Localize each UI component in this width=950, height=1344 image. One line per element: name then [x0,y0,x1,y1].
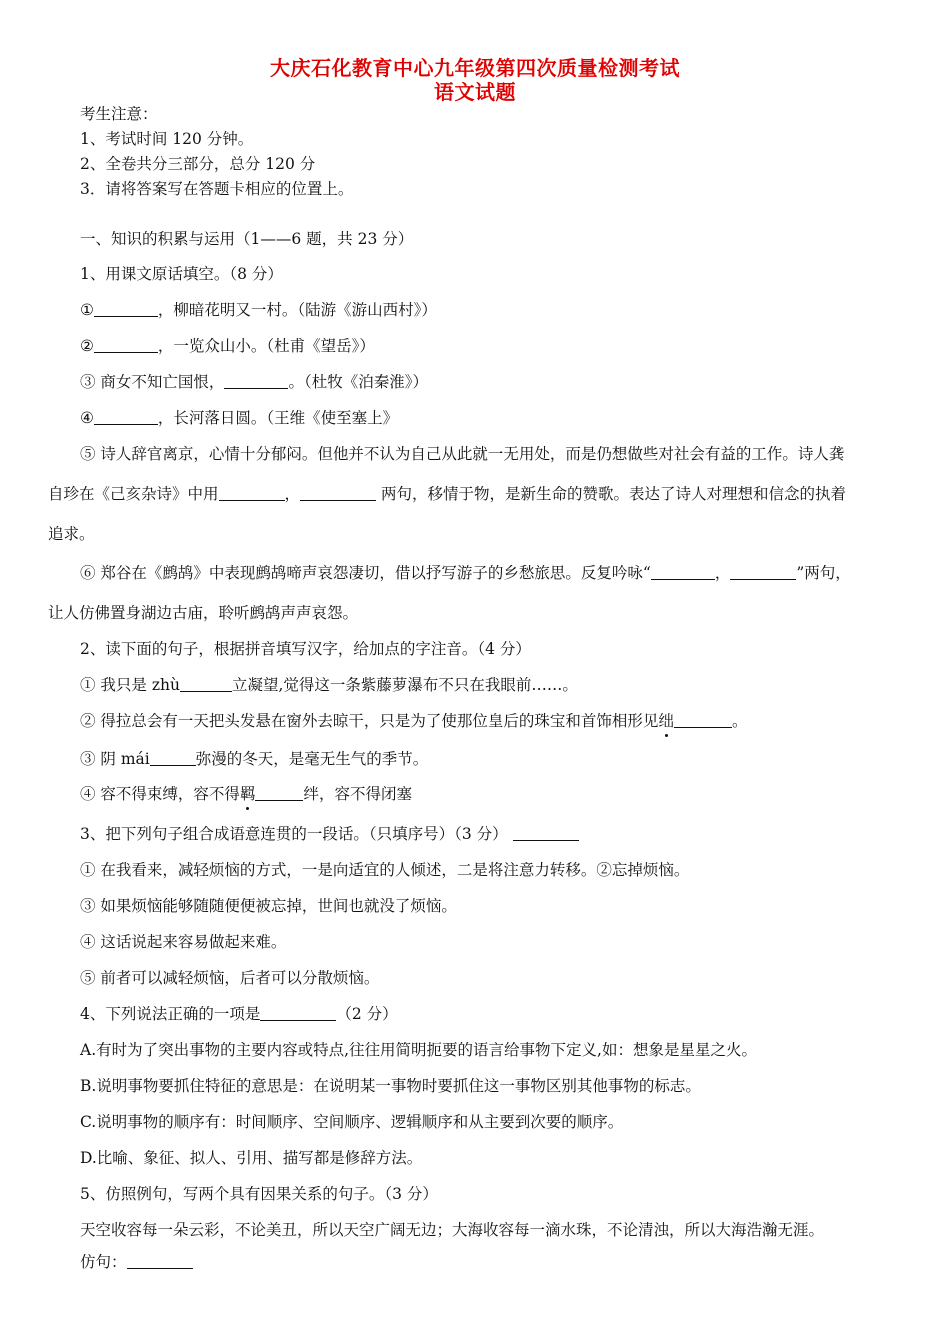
notice-item: 3．请将答案写在答题卡相应的位置上。 [80,180,354,198]
item-text: ， [714,564,731,582]
q3-line: ① 在我看来，减轻烦恼的方式，一是向适宜的人倾述，二是将注意力转移。②忘掉烦恼。 [80,861,690,879]
item-text: ，柳暗花明又一村。（陆游《游山西村》） [157,301,437,319]
answer-blank[interactable] [224,374,288,389]
answer-blank[interactable] [730,565,796,580]
answer-blank[interactable] [219,486,285,501]
q1-item-1 [80,300,437,320]
q1-item-3 [80,372,428,392]
item-text: 。 [731,712,748,730]
q1-item-5-line3: 追求。 [48,525,95,543]
q1-item-6-line1 [80,563,851,583]
dotted-character: 绌 [658,712,674,730]
q1-item-6-line2: 让人仿佛置身湖边古庙，聆听鹧鸪声声哀怨。 [48,604,359,622]
item-text: ⑥ 郑谷在《鹧鸪》中表现鹧鸪啼声哀怨凄切，借以抒写游子的乡愁旅思。反复吟咏“ [80,564,651,582]
answer-blank[interactable] [300,486,376,501]
q1-item-4 [80,408,398,428]
exam-title: 大庆石化教育中心九年级第四次质量检测考试 [270,56,680,80]
q3-line: ⑤ 前者可以减轻烦恼，后者可以分散烦恼。 [80,969,380,987]
q5-answer-line [80,1252,193,1272]
item-text: 4、下列说法正确的一项是 [80,1005,261,1023]
answer-blank[interactable] [674,713,732,728]
answer-blank[interactable] [127,1254,193,1269]
answer-blank[interactable] [260,1006,336,1021]
answer-blank[interactable] [94,338,158,353]
item-text: 弥漫的冬天，是毫无生气的季节。 [195,750,429,768]
item-text: ，一览众山小。（杜甫《望岳》） [157,337,375,355]
answer-blank[interactable] [94,302,158,317]
item-text: 立凝望,觉得这一条紫藤萝瀑布不只在我眼前……。 [232,676,578,694]
item-number: ② [80,337,94,355]
q1-item-2 [80,336,375,356]
q1-item-5-line2 [48,484,846,504]
item-number: ④ [80,409,94,427]
item-text: ④ 容不得束缚，容不得 [80,785,240,803]
answer-blank[interactable] [513,826,579,841]
question-4-stem [80,1004,398,1024]
answer-blank[interactable] [150,751,196,766]
item-text: ③ 阴 mái [80,750,150,768]
item-text: （2 分） [336,1005,398,1023]
item-number: ① [80,301,94,319]
q4-option-c: C.说明事物的顺序有：时间顺序、空间顺序、逻辑顺序和从主要到次要的顺序。 [80,1113,624,1131]
answer-blank[interactable] [651,565,715,580]
q5-example: 天空收容每一朵云彩，不论美丑，所以天空广阔无边；大海收容每一滴水珠，不论清浊，所以大海浩瀚无涯。 [80,1221,825,1239]
item-text: ① 我只是 zhù [80,676,180,694]
notice-item: 2、全卷共分三部分，总分 120 分 [80,155,316,173]
answer-blank[interactable] [94,410,158,425]
item-text: 3、把下列句子组合成语意连贯的一段话。（只填序号）（3 分） [80,825,508,843]
item-text: 两句，移情于物，是新生命的赞歌。表达了诗人对理想和信念的执着 [376,485,846,503]
notice-heading: 考生注意： [80,105,158,123]
q2-item-4 [80,784,412,804]
question-2-stem: 2、读下面的句子，根据拼音填写汉字，给加点的字注音。（4 分） [80,640,531,658]
q3-line: ④ 这话说起来容易做起来难。 [80,933,287,951]
item-text: 。（杜牧《泊秦淮》） [288,373,428,391]
dotted-character: 羁 [239,785,256,803]
question-5-stem: 5、仿照例句，写两个具有因果关系的句子。（3 分） [80,1185,438,1203]
answer-blank[interactable] [255,786,303,801]
q1-item-5-line1: ⑤ 诗人辞官离京，心情十分郁闷。但他并不认为自己从此就一无用处，而是仍想做些对社会有益的工作。诗人龚 [80,445,845,463]
q4-option-d: D.比喻、象征、拟人、引用、描写都是修辞方法。 [80,1149,423,1167]
answer-blank[interactable] [180,677,232,692]
item-text: ，长河落日圆。（王维《使至塞上》 [157,409,399,427]
item-text: ”两句， [796,564,851,582]
q4-option-b: B.说明事物要抓住特征的意思是：在说明某一事物时要抓住这一事物区别其他事物的标志。 [80,1077,701,1095]
q2-item-1 [80,675,578,695]
answer-label: 仿句： [80,1253,127,1271]
question-1-stem: 1、用课文原话填空。（8 分） [80,265,283,283]
q3-line: ③ 如果烦恼能够随随便便被忘掉，世间也就没了烦恼。 [80,897,457,915]
item-text: 自珍在《己亥杂诗》中用 [48,485,219,503]
exam-subtitle: 语文试题 [434,80,516,104]
section-heading: 一、知识的积累与运用（1——6 题，共 23 分） [80,230,414,248]
q2-item-3 [80,749,428,769]
item-text: ， [284,485,301,503]
q2-item-2 [80,711,747,731]
item-text: ③ 商女不知亡国恨， [80,373,225,391]
notice-item: 1、考试时间 120 分钟。 [80,130,254,148]
question-3-stem [80,824,579,844]
item-text: 绊，容不得闭塞 [303,785,412,803]
q4-option-a: A.有时为了突出事物的主要内容或特点,往往用简明扼要的语言给事物下定义,如：想象是星星之火。 [80,1041,757,1059]
item-text: ② 得拉总会有一天把头发悬在窗外去晾干，只是为了使那位皇后的珠宝和首饰相形见 [80,712,659,730]
